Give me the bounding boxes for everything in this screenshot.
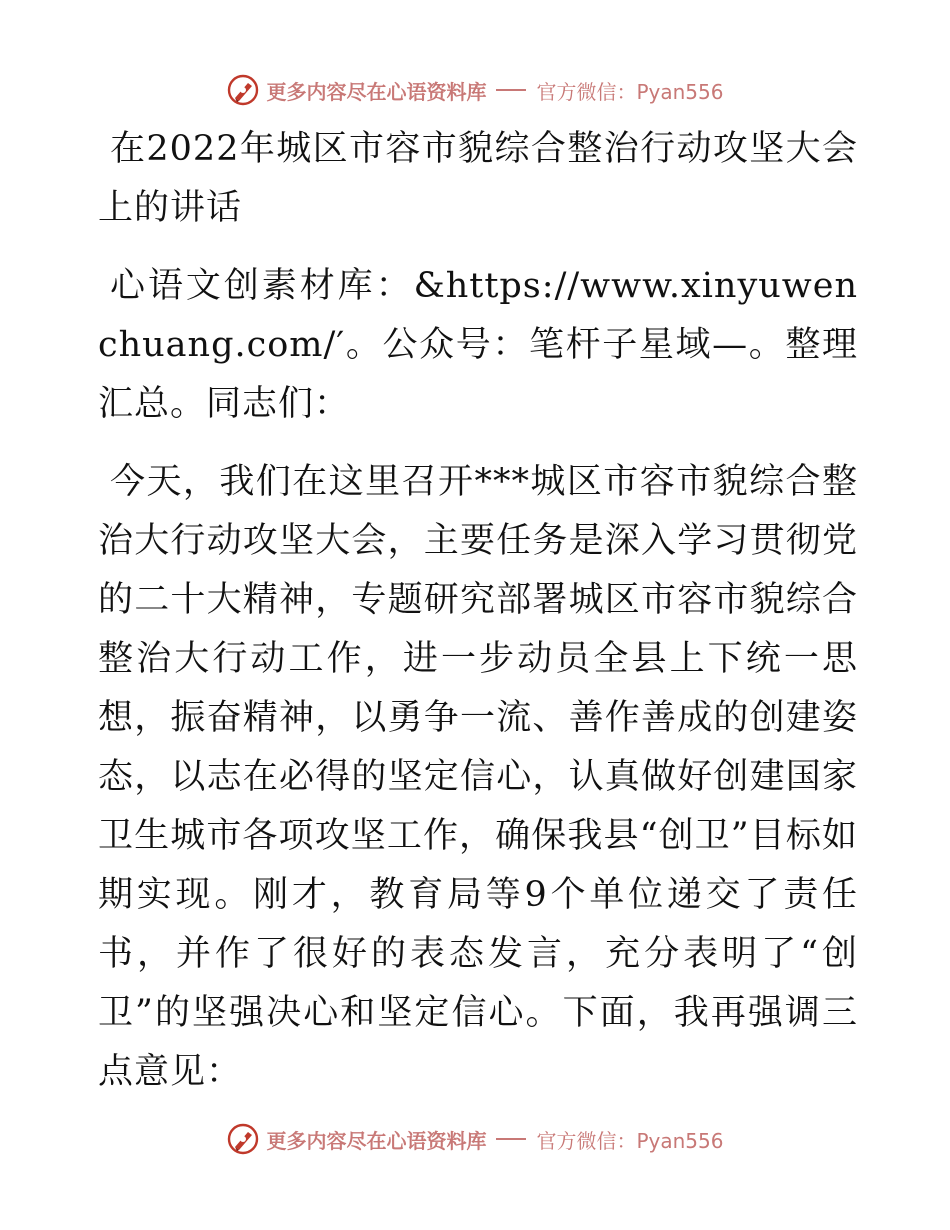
footer-banner [0,1119,950,1159]
banner-dash [496,89,526,91]
source-line: 心语文创素材库：&https://www.xinyuwenchuang.com/′。公众号：笔杆子星域—。整理汇总。同志们： [98,266,858,424]
banner-promo-text: 更多内容尽在心语资料库 [266,79,487,104]
banner-wechat-text: 官方微信：Pyan556 [536,1128,724,1153]
document-content [98,120,858,1102]
pen-logo-icon [226,1122,260,1156]
body-paragraph: 今天，我们在这里召开***城区市容市貌综合整治大行动攻坚大会，主要任务是深入学习贯彻党的二十大精神，专题研究部署城区市容市貌综合整治大行动工作，进一步动员全县上下统一思想，振奋精神，以勇争一流、善作善成的创建姿态，以志在必得的坚定信心，认真做好创建国家卫生城市各项攻坚工作，确保我县“创卫”目标如期实现。刚才，教育局等9个单位递交了责任书，并作了很好的表态发言，充分表明了“创卫”的坚强决心和坚定信心。下面，我再强调三点意见： [98,462,858,1092]
pen-logo-icon [226,73,260,107]
banner-dash [496,1138,526,1140]
banner-promo-text: 更多内容尽在心语资料库 [266,1128,487,1153]
header-banner [0,70,950,110]
banner-wechat-text: 官方微信：Pyan556 [536,79,724,104]
document-title: 在2022年城区市容市貌综合整治行动攻坚大会上的讲话 [98,129,858,228]
